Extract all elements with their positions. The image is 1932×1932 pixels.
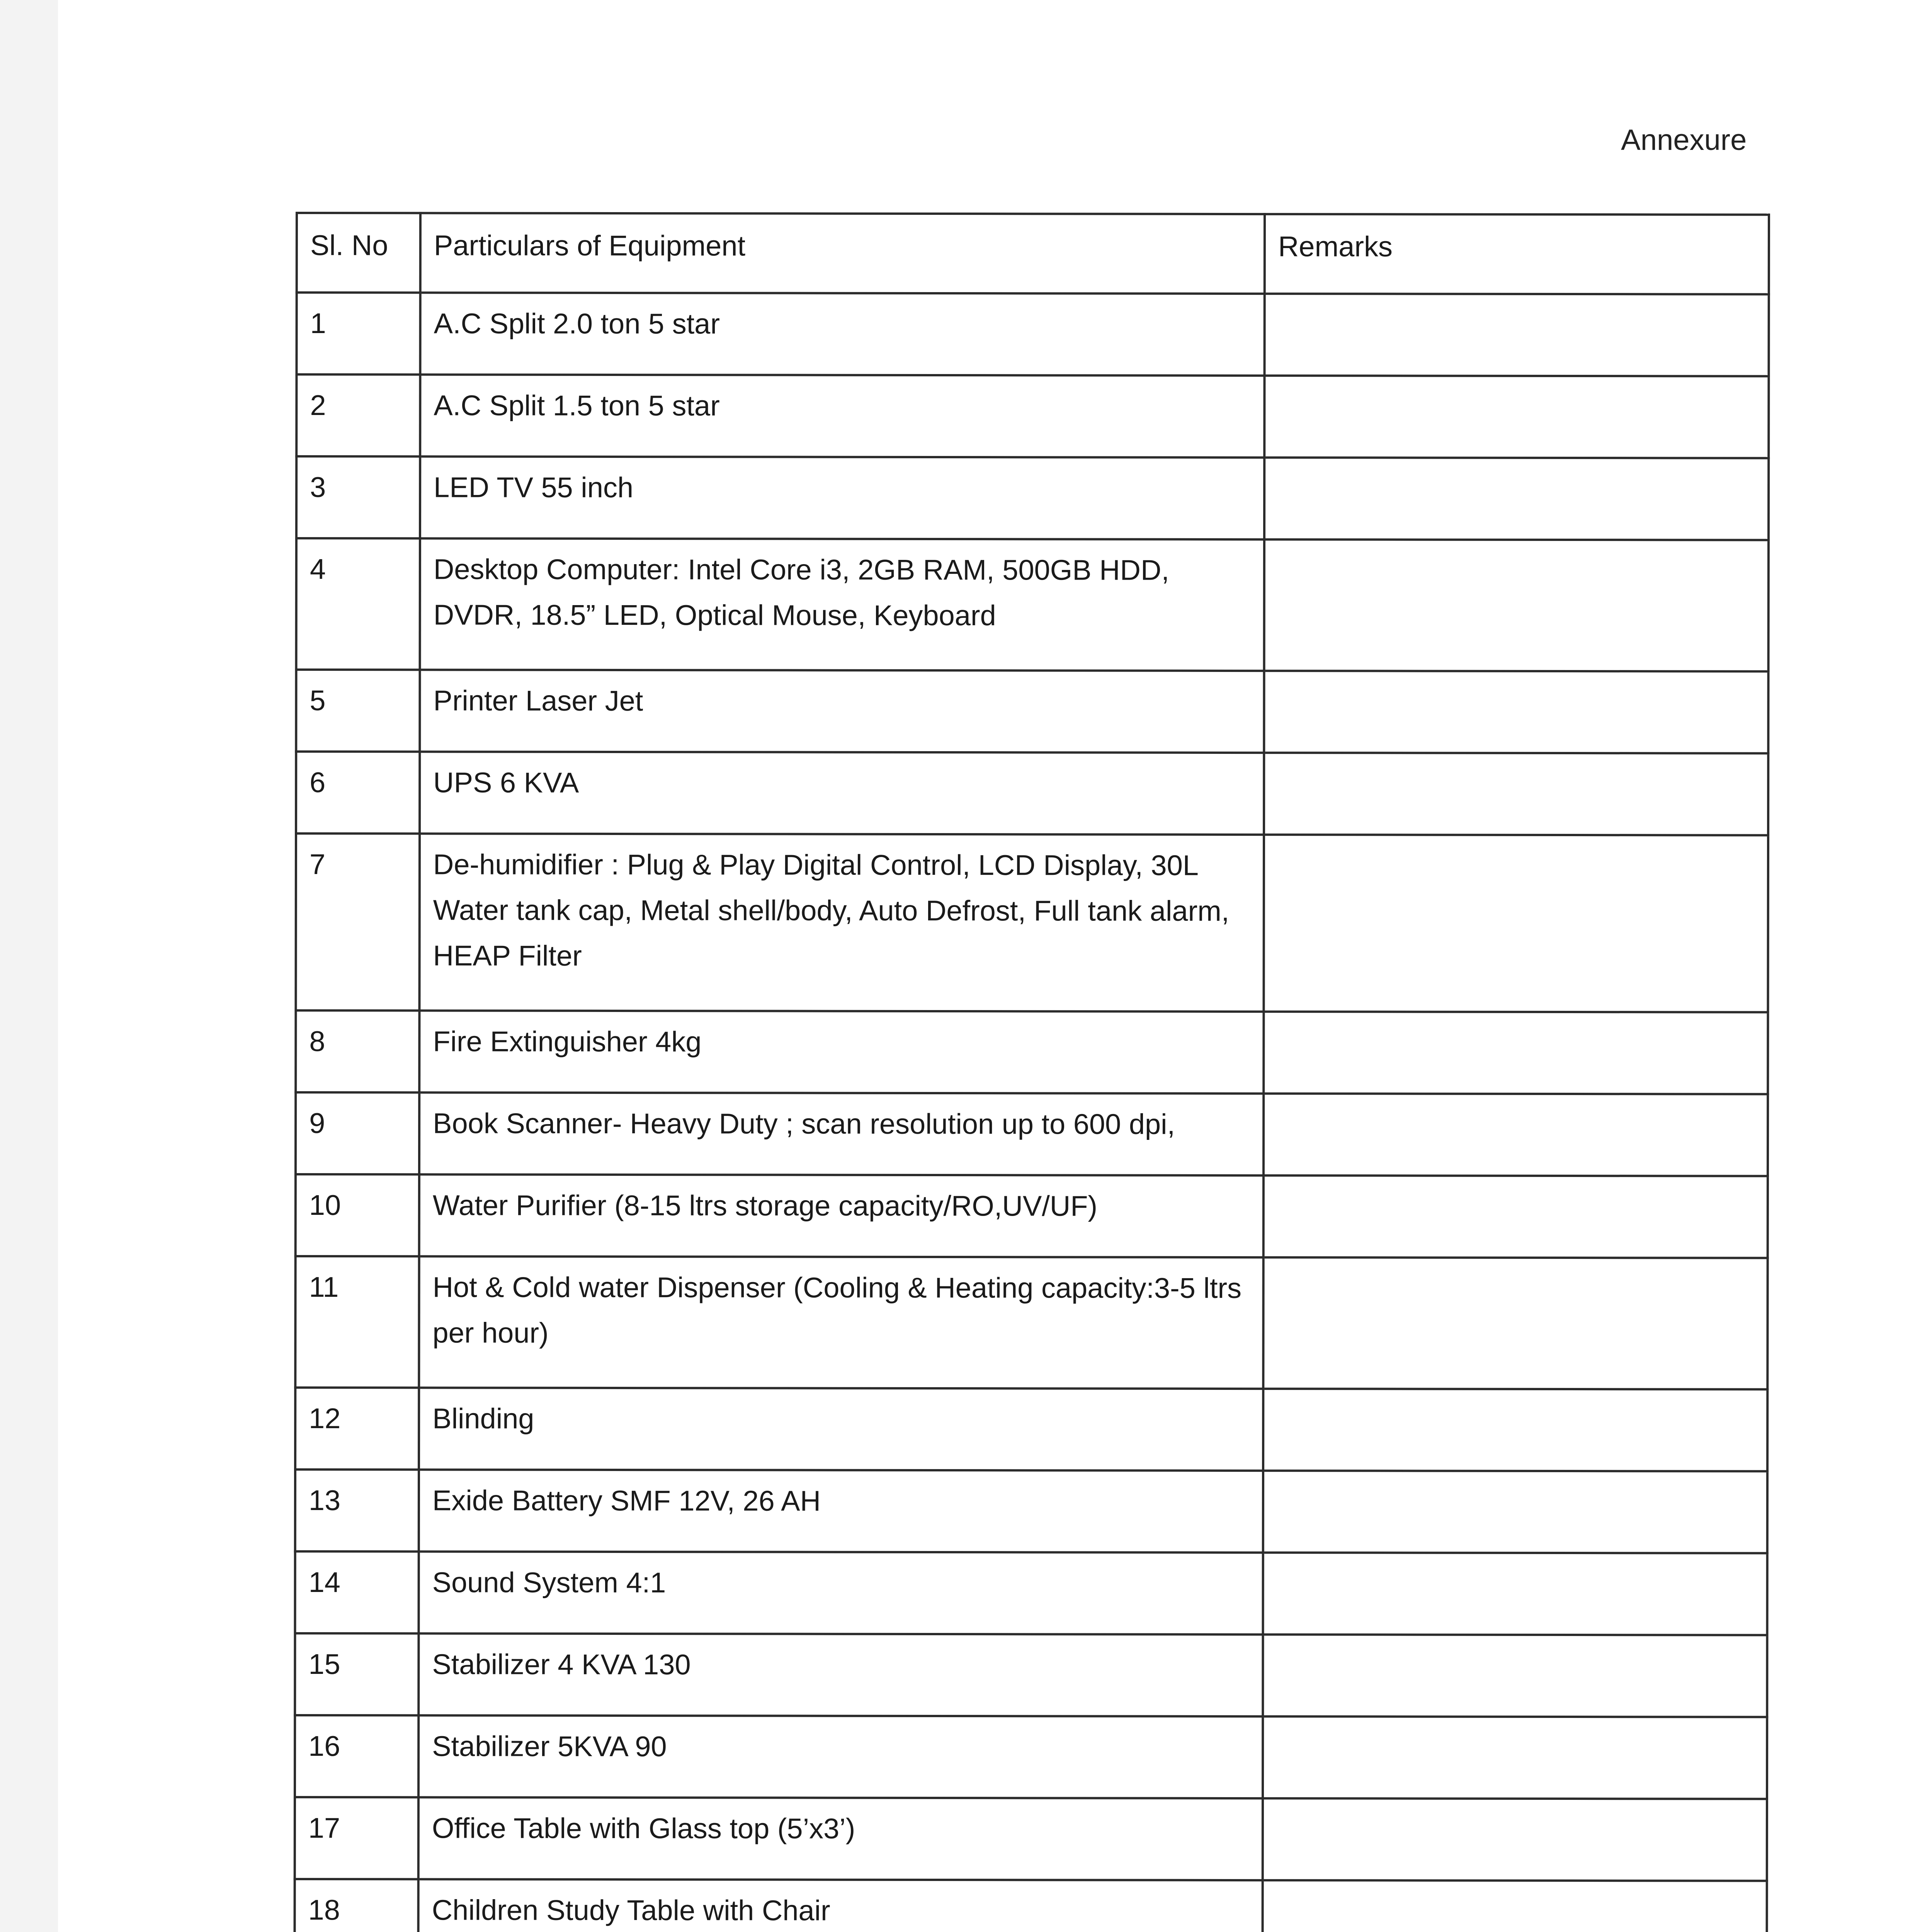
particulars-cell: LED TV 55 inch xyxy=(420,456,1264,539)
table-row xyxy=(296,293,1769,376)
particulars-cell: Book Scanner- Heavy Duty ; scan resolution up to 600 dpi, xyxy=(419,1092,1264,1175)
table-row xyxy=(295,1797,1767,1881)
sl-no-cell: 3 xyxy=(296,456,420,538)
particulars-cell: Office Table with Glass top (5’x3’) xyxy=(418,1797,1263,1880)
particulars-cell: Water Purifier (8-15 ltrs storage capacity/RO,UV/UF) xyxy=(419,1174,1264,1257)
column-header-particulars: Particulars of Equipment xyxy=(420,213,1265,294)
remarks-cell xyxy=(1264,835,1768,1012)
remarks-cell xyxy=(1264,1175,1768,1258)
remarks-cell xyxy=(1264,1094,1768,1176)
table-row xyxy=(295,1715,1767,1799)
remarks-cell xyxy=(1264,457,1769,540)
sl-no-cell: 2 xyxy=(296,374,420,456)
table-row xyxy=(294,1879,1767,1932)
remarks-cell xyxy=(1264,294,1769,376)
particulars-cell: Printer Laser Jet xyxy=(420,670,1264,753)
table-row xyxy=(296,1010,1768,1094)
particulars-cell: Fire Extinguisher 4kg xyxy=(419,1010,1264,1094)
sl-no-cell: 9 xyxy=(296,1092,419,1174)
sl-no-cell: 5 xyxy=(296,670,420,752)
annexure-label: Annexure xyxy=(1621,124,1747,156)
remarks-cell xyxy=(1264,539,1769,672)
particulars-cell: Stabilizer 5KVA 90 xyxy=(418,1715,1263,1798)
particulars-cell: Hot & Cold water Dispenser (Cooling & Heating capacity:3-5 ltrs per hour) xyxy=(419,1256,1263,1389)
remarks-cell xyxy=(1263,1553,1767,1635)
table-row xyxy=(296,752,1768,835)
remarks-cell xyxy=(1263,1634,1767,1717)
table-row xyxy=(295,1256,1767,1389)
remarks-cell xyxy=(1264,376,1769,458)
remarks-cell xyxy=(1262,1880,1767,1932)
particulars-cell: Children Study Table with Chair xyxy=(418,1879,1262,1932)
particulars-cell: A.C Split 2.0 ton 5 star xyxy=(420,293,1264,376)
table-row xyxy=(296,1174,1768,1258)
table-row xyxy=(295,1551,1767,1635)
sl-no-cell: 16 xyxy=(295,1715,418,1797)
table-row xyxy=(296,833,1768,1012)
column-header-remarks: Remarks xyxy=(1265,214,1769,294)
remarks-cell xyxy=(1264,671,1768,753)
table-row xyxy=(296,670,1768,753)
sl-no-cell: 18 xyxy=(294,1879,418,1932)
sl-no-cell: 8 xyxy=(296,1010,419,1092)
sl-no-cell: 6 xyxy=(296,752,420,833)
sl-no-cell: 17 xyxy=(295,1797,418,1879)
table-row xyxy=(295,1469,1767,1553)
table-row xyxy=(296,1092,1768,1176)
particulars-cell: Blinding xyxy=(419,1388,1263,1471)
table-row xyxy=(296,374,1769,458)
remarks-cell xyxy=(1263,1798,1767,1881)
sl-no-cell: 12 xyxy=(295,1388,419,1469)
document-page xyxy=(58,0,1932,1932)
table-row xyxy=(295,1388,1767,1471)
column-header-sl-no: Sl. No xyxy=(297,213,420,293)
sl-no-cell: 1 xyxy=(296,293,420,374)
remarks-cell xyxy=(1263,1471,1767,1553)
particulars-cell: De-humidifier : Plug & Play Digital Control, LCD Display, 30L Water tank cap, Metal shell/body, Auto Defrost, Full tank alarm, HEAP Filter xyxy=(419,833,1264,1012)
table-row xyxy=(296,456,1769,540)
table-row xyxy=(295,1633,1767,1717)
sl-no-cell: 7 xyxy=(296,833,420,1010)
particulars-cell: Stabilizer 4 KVA 130 xyxy=(418,1633,1263,1716)
sl-no-cell: 15 xyxy=(295,1633,418,1715)
remarks-cell xyxy=(1263,1716,1767,1799)
particulars-cell: A.C Split 1.5 ton 5 star xyxy=(420,374,1264,457)
particulars-cell: Desktop Computer: Intel Core i3, 2GB RAM, 500GB HDD, DVDR, 18.5” LED, Optical Mouse, Keyboard xyxy=(420,538,1264,671)
sl-no-cell: 4 xyxy=(296,538,420,670)
sl-no-cell: 11 xyxy=(295,1256,419,1388)
remarks-cell xyxy=(1264,1012,1768,1094)
sl-no-cell: 14 xyxy=(295,1551,419,1633)
table-header-row xyxy=(297,213,1769,294)
particulars-cell: UPS 6 KVA xyxy=(420,752,1264,835)
table-row xyxy=(296,538,1769,672)
remarks-cell xyxy=(1264,753,1768,835)
remarks-cell xyxy=(1263,1257,1767,1389)
particulars-cell: Sound System 4:1 xyxy=(419,1551,1263,1634)
particulars-cell: Exide Battery SMF 12V, 26 AH xyxy=(419,1469,1263,1553)
sl-no-cell: 10 xyxy=(296,1174,419,1256)
remarks-cell xyxy=(1263,1389,1767,1471)
equipment-table xyxy=(293,212,1770,1932)
sl-no-cell: 13 xyxy=(295,1469,419,1551)
